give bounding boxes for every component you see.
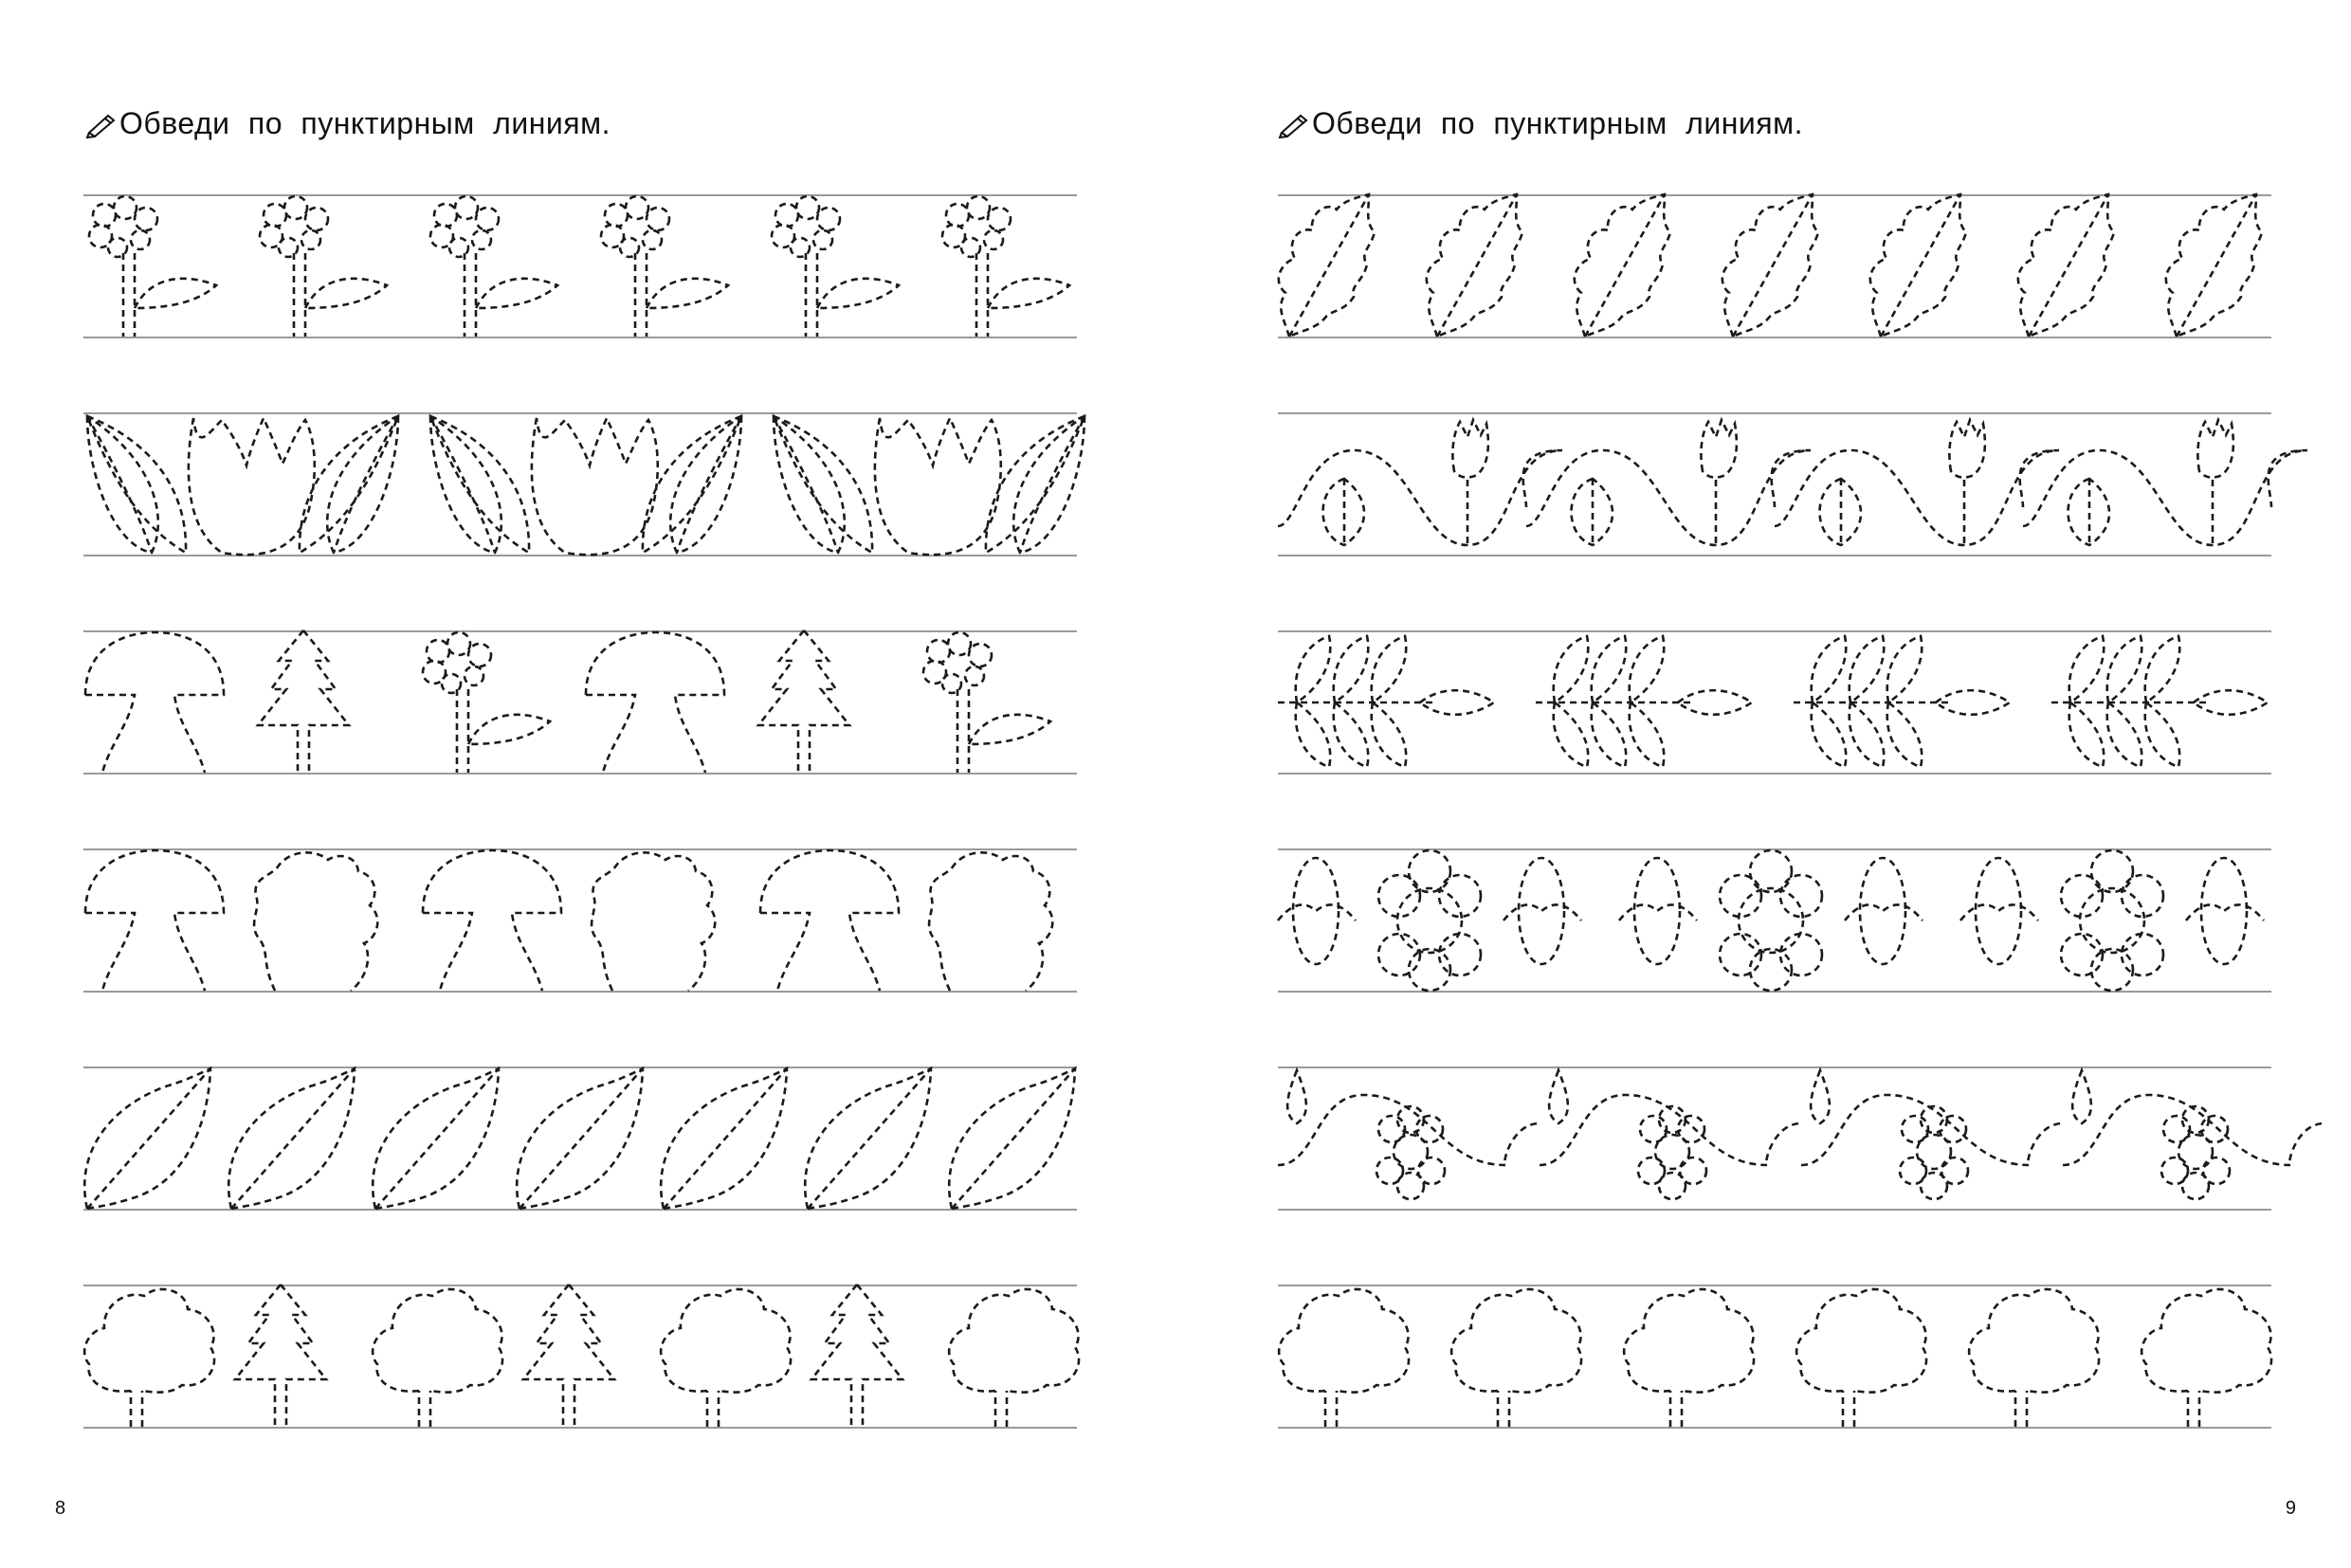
tracing-row-3 — [1278, 630, 2271, 775]
flower-motif — [423, 632, 550, 773]
branch-motif — [1278, 636, 1494, 767]
dashed-tracing-pattern[interactable] — [83, 412, 1077, 556]
mushroom-motif — [760, 850, 899, 991]
dashed-tracing-pattern[interactable] — [83, 848, 1077, 993]
flower-motif — [923, 632, 1050, 773]
dashed-tracing-pattern[interactable] — [1278, 848, 2271, 993]
flower-motif — [942, 196, 1069, 337]
dashed-tracing-pattern[interactable] — [83, 194, 1077, 338]
tulip-motif — [875, 418, 1001, 555]
dashed-tracing-pattern[interactable] — [83, 1285, 1077, 1429]
tulip-motif — [189, 418, 315, 555]
tree-motif — [1969, 1289, 2099, 1427]
tree-motif — [661, 1289, 791, 1427]
bush-motif — [929, 852, 1052, 991]
flower-buds-motif — [1960, 850, 2264, 991]
tree-motif — [1451, 1289, 1581, 1427]
wave-motif — [1775, 420, 2059, 545]
mushroom-motif — [85, 632, 224, 773]
leaf-motif — [87, 416, 186, 553]
leaf-motif — [517, 1068, 643, 1209]
tracing-row-5 — [83, 1067, 1077, 1211]
tree-motif — [1624, 1289, 1754, 1427]
mushroom-motif — [586, 632, 724, 773]
dashed-tracing-pattern[interactable] — [1278, 630, 2271, 775]
tracing-row-1 — [83, 194, 1077, 338]
tracing-row-2 — [1278, 412, 2271, 556]
fir-motif — [523, 1285, 614, 1427]
bush-motif — [254, 852, 377, 991]
flower-motif — [260, 196, 387, 337]
leaf-motif — [774, 416, 872, 553]
tracing-row-4 — [1278, 848, 2271, 993]
tracing-row-2 — [83, 412, 1077, 556]
oak-leaf-motif — [1722, 194, 1818, 337]
flower-buds-motif — [1278, 850, 1581, 991]
branch-motif — [1536, 636, 1752, 767]
oak-leaf-motif — [1427, 194, 1522, 337]
fir-motif — [758, 630, 849, 773]
oak-leaf-motif — [1575, 194, 1670, 337]
page-number: 8 — [55, 1498, 66, 1519]
tracing-row-5 — [1278, 1067, 2271, 1211]
instruction-text: Обведи по пунктирным линиям. — [1312, 106, 1803, 140]
oak-leaf-motif — [1870, 194, 1966, 337]
tracing-row-3 — [83, 630, 1077, 775]
tracing-row-4 — [83, 848, 1077, 993]
leaf-motif — [661, 1068, 787, 1209]
leaf-motif — [805, 1068, 931, 1209]
instruction-heading — [1278, 106, 1803, 141]
dashed-tracing-pattern[interactable] — [1278, 1067, 2271, 1211]
branch-motif — [2051, 636, 2268, 767]
instruction-text: Обведи по пунктирным линиям. — [119, 106, 611, 140]
mushroom-motif — [423, 850, 561, 991]
right-page — [1176, 0, 2351, 1568]
wave-motif — [1278, 420, 1562, 545]
branch-motif — [1794, 636, 2010, 767]
tree-motif — [1796, 1289, 1926, 1427]
pencil-icon — [1278, 110, 1310, 138]
leaf-motif — [949, 1068, 1075, 1209]
fir-motif — [235, 1285, 326, 1427]
flower-motif — [601, 196, 728, 337]
oak-leaf-motif — [1279, 194, 1375, 337]
instruction-heading — [85, 106, 611, 141]
leaf-motif — [228, 1068, 355, 1209]
fir-motif — [811, 1285, 902, 1427]
wave-flower-motif — [2063, 1070, 2324, 1199]
oak-leaf-motif — [2018, 194, 2114, 337]
fir-motif — [258, 630, 349, 773]
dashed-tracing-pattern[interactable] — [83, 1067, 1077, 1211]
flower-motif — [430, 196, 557, 337]
flower-motif — [89, 196, 216, 337]
flower-buds-motif — [1619, 850, 1923, 991]
tracing-row-6 — [1278, 1285, 2271, 1429]
tree-motif — [84, 1289, 214, 1427]
mushroom-motif — [85, 850, 224, 991]
wave-flower-motif — [1278, 1070, 1540, 1199]
tree-motif — [949, 1289, 1079, 1427]
tulip-motif — [532, 418, 658, 555]
tracing-row-1 — [1278, 194, 2271, 338]
wave-motif — [1526, 420, 1811, 545]
wave-motif — [2023, 420, 2307, 545]
bush-motif — [592, 852, 715, 991]
tree-motif — [2141, 1289, 2271, 1427]
dashed-tracing-pattern[interactable] — [1278, 1285, 2271, 1429]
tracing-row-6 — [83, 1285, 1077, 1429]
pencil-icon — [85, 110, 118, 138]
oak-leaf-motif — [2166, 194, 2262, 337]
dashed-tracing-pattern[interactable] — [83, 630, 1077, 775]
wave-flower-motif — [1540, 1070, 1801, 1199]
dashed-tracing-pattern[interactable] — [1278, 194, 2271, 338]
tree-motif — [1279, 1289, 1409, 1427]
dashed-tracing-pattern[interactable] — [1278, 412, 2271, 556]
tree-motif — [373, 1289, 502, 1427]
leaf-motif — [373, 1068, 499, 1209]
flower-motif — [772, 196, 899, 337]
wave-flower-motif — [1801, 1070, 2063, 1199]
leaf-motif — [84, 1068, 210, 1209]
page-number: 9 — [2285, 1498, 2296, 1519]
leaf-motif — [430, 416, 529, 553]
